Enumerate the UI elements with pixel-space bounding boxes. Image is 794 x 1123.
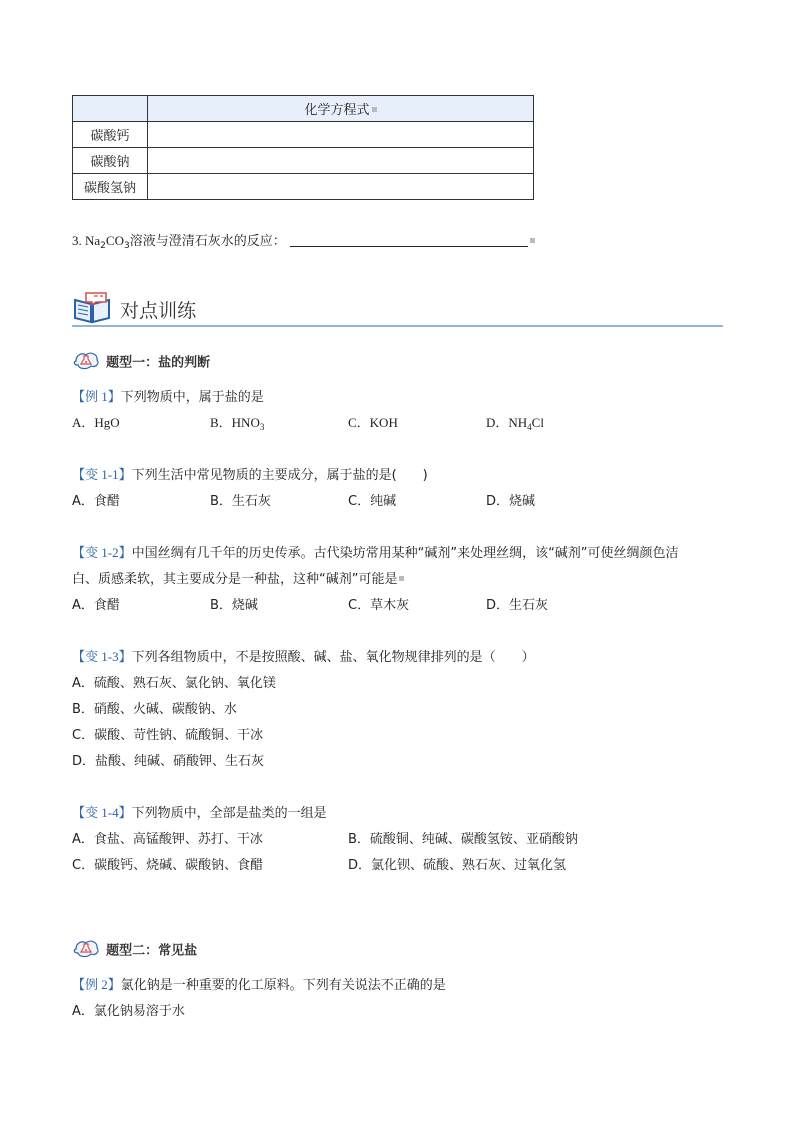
option-a[interactable]: A．HgO — [72, 415, 120, 430]
variant-1-2-stem: 【变 1-2】中国丝绸有几千年的历史传承。古代染坊常用某种“碱剂”来处理丝绸，该“碱剂”可使丝绸颜色洁 — [72, 545, 679, 561]
answer-blank[interactable] — [290, 233, 528, 247]
type-2-heading — [72, 935, 197, 963]
option-d[interactable]: D．烧碱 — [486, 494, 536, 509]
option-c[interactable]: C．碳酸钙、烧碱、碳酸钠、食醋 — [72, 858, 264, 873]
table-header-blank — [73, 96, 148, 122]
table-answer-cell[interactable] — [148, 122, 534, 148]
table-row — [73, 174, 534, 200]
question-tag: 【例 1】 — [72, 389, 121, 404]
option-b[interactable]: B．烧碱 — [210, 598, 258, 613]
option-d[interactable]: D．盐酸、纯碱、硝酸钾、生石灰 — [72, 754, 265, 769]
question-tag: 【变 1-3】 — [72, 649, 132, 664]
question-tag: 【例 2】 — [72, 977, 121, 992]
example-2-stem: 【例 2】氯化钠是一种重要的化工原料。下列有关说法不正确的是 — [72, 977, 446, 993]
variant-1-1-stem: 【变 1-1】下列生活中常见物质的主要成分，属于盐的是( ) — [72, 467, 428, 483]
anchor-mark-icon — [399, 576, 404, 581]
option-a[interactable]: A．硫酸、熟石灰、氯化钠、氧化镁 — [72, 676, 276, 691]
question-3: 3. $Na_2CO_3$溶液与澄清石灰水的反应： — [72, 230, 535, 249]
option-c[interactable]: C．KOH — [348, 415, 398, 430]
table-header-row — [73, 96, 534, 122]
equation-table — [72, 95, 534, 200]
table-row-label: 碳酸氢钠 — [73, 174, 148, 200]
option-b[interactable]: B．硝酸、火碱、碳酸钠、水 — [72, 702, 237, 717]
option-a[interactable]: A．食盐、高锰酸钾、苏打、干冰 — [72, 832, 263, 847]
option-c[interactable]: C．草木灰 — [348, 598, 410, 613]
flask-icon — [72, 347, 102, 375]
book-icon — [72, 290, 112, 328]
option-b[interactable]: B．硫酸铜、纯碱、碳酸氢铵、亚硝酸钠 — [348, 832, 578, 847]
section-rule — [72, 325, 723, 327]
question-tag: 【变 1-2】 — [72, 545, 132, 560]
question-tag: 【变 1-4】 — [72, 805, 132, 820]
table-answer-cell[interactable] — [148, 174, 534, 200]
variant-1-2-stem-line-2: 白、质感柔软，其主要成分是一种盐，这种“碱剂”可能是 — [72, 568, 404, 587]
option-d[interactable]: D．$NH_4Cl$ — [486, 415, 544, 432]
option-d[interactable]: D．生石灰 — [486, 598, 549, 613]
question-tag: 【变 1-1】 — [72, 467, 132, 482]
type-1-heading — [72, 347, 210, 375]
example-1-stem: 【例 1】下列物质中，属于盐的是 — [72, 389, 264, 405]
option-a[interactable]: A．食醋 — [72, 598, 120, 613]
variant-1-3-stem: 【变 1-3】下列各组物质中，不是按照酸、碱、盐、氧化物规律排列的是（ ） — [72, 649, 535, 665]
option-c[interactable]: C．碳酸、苛性钠、硫酸铜、干冰 — [72, 728, 264, 743]
option-a[interactable]: A．氯化钠易溶于水 — [72, 1004, 185, 1019]
table-header-cell: 化学方程式 — [148, 96, 534, 122]
flask-icon — [72, 935, 102, 963]
anchor-mark-icon — [530, 238, 535, 243]
table-row — [73, 148, 534, 174]
option-b[interactable]: B．$HNO_3$ — [210, 415, 265, 432]
option-a[interactable]: A．食醋 — [72, 494, 120, 509]
variant-1-4-stem: 【变 1-4】下列物质中，全部是盐类的一组是 — [72, 805, 327, 821]
type-1-title: 题型一：盐的判断 — [106, 355, 211, 371]
option-d[interactable]: D．氯化钡、硫酸、熟石灰、过氧化氢 — [348, 858, 567, 873]
table-row-label: 碳酸钙 — [73, 122, 148, 148]
option-c[interactable]: C．纯碱 — [348, 494, 397, 509]
table-row — [73, 122, 534, 148]
section-header — [72, 290, 196, 328]
type-2-title: 题型二：常见盐 — [106, 943, 198, 959]
anchor-mark-icon — [372, 107, 377, 112]
section-title: 对点训练 — [120, 299, 197, 322]
table-row-label: 碳酸钠 — [73, 148, 148, 174]
table-answer-cell[interactable] — [148, 148, 534, 174]
option-b[interactable]: B．生石灰 — [210, 494, 271, 509]
